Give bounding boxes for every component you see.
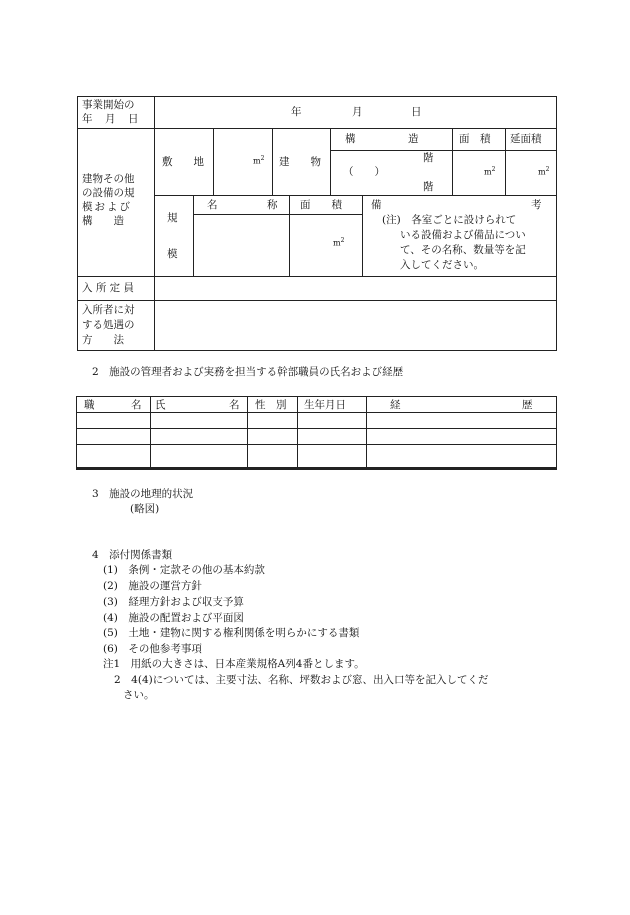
section3-sketch-note: (略図) bbox=[130, 503, 160, 515]
note-floor-plan-line1: 2 4(4)については、主要寸法、名称、坪数および窓、出入口等を記入してくだ bbox=[114, 674, 489, 686]
section2-heading: 2 施設の管理者および実務を担当する幹部職員の氏名および経歴 bbox=[92, 366, 404, 378]
land-label: 敷 地 bbox=[162, 156, 204, 168]
attachment-item: (2) 施設の運営方針 bbox=[103, 580, 202, 592]
capacity-label: 入 所 定 員 bbox=[82, 282, 135, 294]
scale-label-line4: 構 造 bbox=[82, 215, 124, 227]
scale-label-line2: の設備の規 bbox=[82, 187, 135, 199]
col-career-1: 経 bbox=[390, 399, 401, 411]
section4-heading: 4 添付関係書類 bbox=[92, 549, 173, 561]
remarks-note-line4: 入してください。 bbox=[400, 259, 484, 271]
remarks-header-2: 考 bbox=[531, 199, 542, 211]
col-gender: 性 別 bbox=[255, 399, 287, 411]
scale-label-line3: 模および bbox=[82, 201, 132, 213]
treatment-label-line1: 入所者に対 bbox=[82, 304, 135, 316]
remarks-header-1: 備 bbox=[371, 199, 382, 211]
remarks-note-line1: (注) 各室ごとに設けられて bbox=[382, 214, 517, 226]
scale-label-line1: 建物その他 bbox=[82, 173, 135, 185]
structure-header: 構 造 bbox=[345, 133, 419, 145]
start-date-year: 年 bbox=[291, 106, 302, 118]
col-position-2: 名 bbox=[131, 399, 142, 411]
treatment-label-line3: 方 法 bbox=[82, 334, 124, 346]
col-career-2: 歴 bbox=[522, 399, 533, 411]
col-birthdate: 生年月日 bbox=[304, 399, 346, 411]
attachment-item: (6) その他参考事項 bbox=[103, 643, 202, 655]
land-unit: $m^2$ bbox=[253, 155, 265, 166]
scale-sub-label-1: 規 bbox=[167, 212, 178, 224]
note-paper-size: 注1 用紙の大きさは、日本産業規格A列4番とします。 bbox=[103, 658, 365, 670]
start-date-day: 日 bbox=[411, 106, 422, 118]
col-position-1: 職 bbox=[84, 399, 95, 411]
treatment-label-line2: する処遇の bbox=[82, 319, 135, 331]
attachment-item: (3) 経理方針および収支予算 bbox=[103, 596, 244, 608]
attachment-item: (4) 施設の配置および平面図 bbox=[103, 612, 244, 624]
name-header-2: 称 bbox=[267, 199, 278, 211]
start-date-month: 月 bbox=[352, 106, 363, 118]
building-label: 建 物 bbox=[279, 156, 321, 168]
col-name-1: 氏 bbox=[155, 399, 166, 411]
remarks-note-line2: いる設備および備品につい bbox=[400, 229, 526, 241]
area-header: 面 積 bbox=[459, 133, 491, 145]
area-unit: $m^2$ bbox=[484, 166, 496, 177]
name-header-1: 名 bbox=[207, 199, 218, 211]
sub-area-unit: $m^2$ bbox=[333, 237, 345, 248]
sub-area-header: 面 積 bbox=[300, 199, 342, 211]
attachment-item: (1) 条例・定款その他の基本約款 bbox=[103, 564, 265, 576]
floor-count-2: 階 bbox=[423, 181, 434, 193]
total-area-unit: $m^2$ bbox=[538, 166, 550, 177]
section3-heading: 3 施設の地理的状況 bbox=[92, 488, 194, 500]
note-floor-plan-line2: さい。 bbox=[123, 689, 155, 701]
remarks-note-line3: て、その名称、数量等を記 bbox=[400, 244, 526, 256]
scale-sub-label-2: 模 bbox=[167, 248, 178, 260]
floor-count-1: 階 bbox=[423, 152, 434, 164]
col-name-2: 名 bbox=[229, 399, 240, 411]
total-floor-area-header: 延面積 bbox=[510, 133, 542, 145]
start-date-label-line2: 年 月 日 bbox=[82, 113, 140, 125]
attachment-item: (5) 土地・建物に関する権利関係を明らかにする書類 bbox=[103, 627, 360, 639]
start-date-label-line1: 事業開始の bbox=[82, 99, 135, 111]
floor-paren: （ ） bbox=[343, 166, 385, 178]
